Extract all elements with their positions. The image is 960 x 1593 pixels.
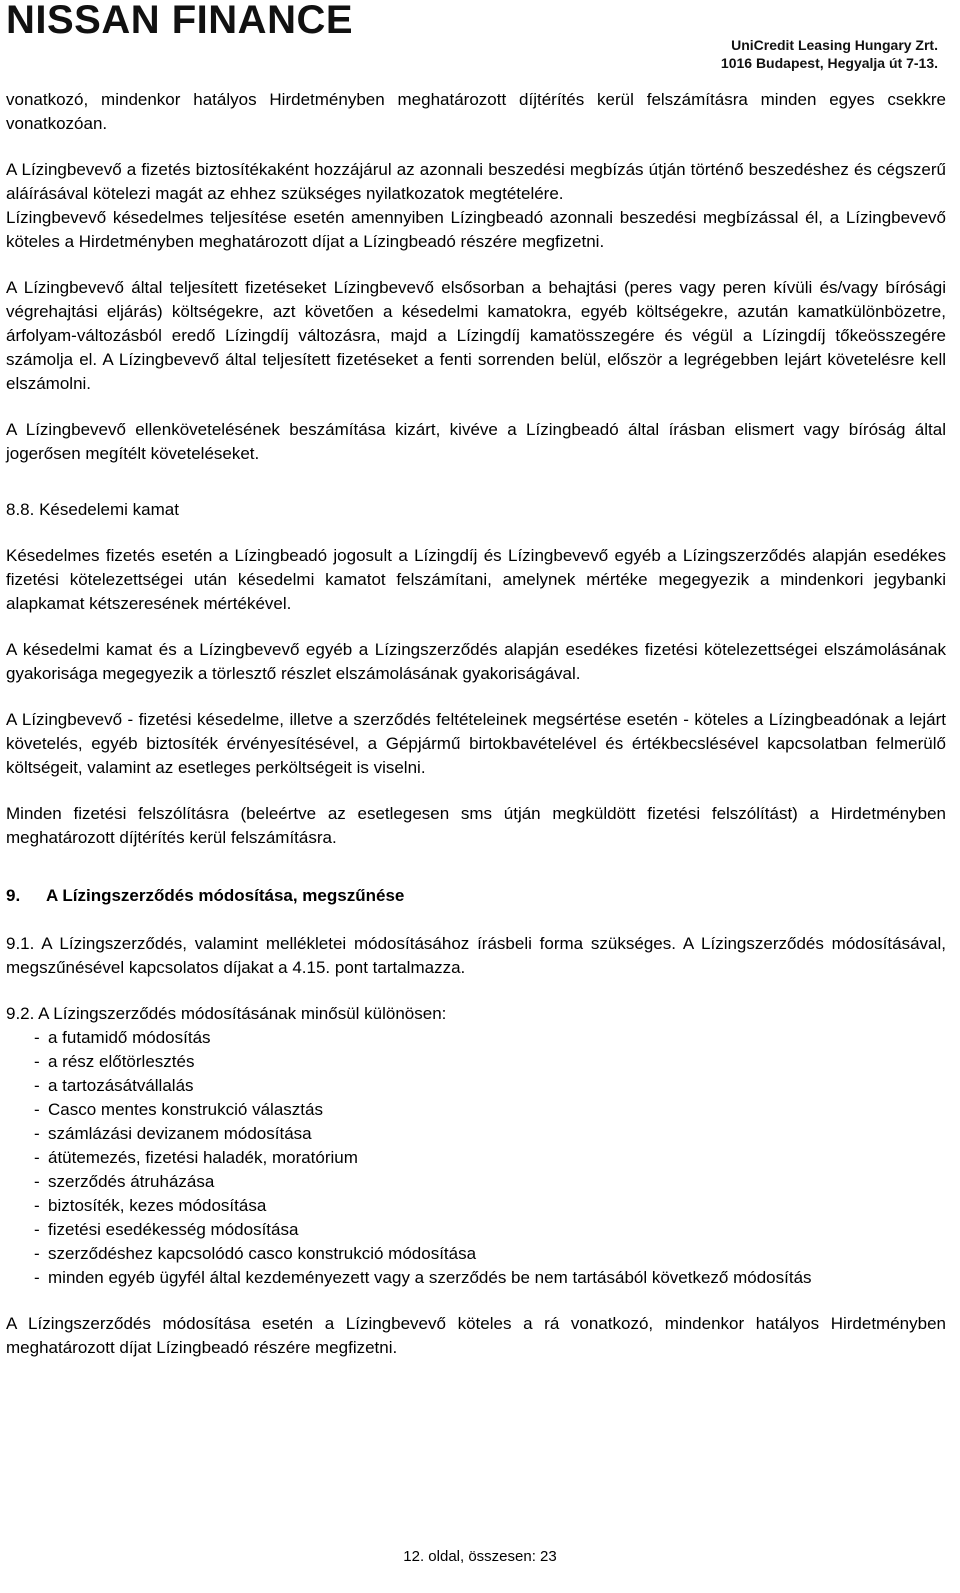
- paragraph-direct-debit-fee: Lízingbevevő késedelmes teljesítése esetén amennyiben Lízingbeadó azonnali beszedési megbízással él, a Lízingbevevő köteles a Hirdetményben meghatározott díjat a Lízingbeadó részére megfizetni.: [6, 208, 946, 251]
- list-dash: -: [34, 1028, 40, 1047]
- list-item: [6, 1194, 946, 1218]
- paragraph-costs: A Lízingbevevő - fizetési késedelme, illetve a szerződés feltételeinek megsértése esetén - köteles a Lízingbeadónak a lejárt követelés, egyéb biztosíték érvényesítésével, a Gépjármű birtokbavételével és értékbecslésével kapcsolatban felmerülő költségeit, valamint az esetleges perköltségeit is viselni.: [6, 710, 946, 777]
- paragraph-late-interest: Késedelmes fizetés esetén a Lízingbeadó jogosult a Lízingdíj és Lízingbevevő egyéb a Lízingszerződés alapján esedékes fizetési kötelezettségei után késedelmi kamatot felszámítani, amelynek mértéke megegyezik a mindenkori jegybanki alapkamat kétszeresének mértékével.: [6, 546, 946, 613]
- list-dash: -: [34, 1268, 40, 1287]
- company-name: UniCredit Leasing Hungary Zrt.: [731, 37, 938, 53]
- modification-list: [6, 1026, 946, 1290]
- list-item-text: Casco mentes konstrukció választás: [48, 1100, 323, 1119]
- paragraph-modification-fee: A Lízingszerződés módosítása esetén a Lízingbevevő köteles a rá vonatkozó, mindenkor hatályos Hirdetményben meghatározott díjat Lízingbeadó részére megfizetni.: [6, 1314, 946, 1357]
- list-item-text: a tartozásátvállalás: [48, 1076, 194, 1095]
- list-dash: -: [34, 1076, 40, 1095]
- list-item: [6, 1074, 946, 1098]
- section-title-text: A Lízingszerződés módosítása, megszűnése: [46, 886, 405, 905]
- list-dash: -: [34, 1124, 40, 1143]
- list-item-text: minden egyéb ügyfél által kezdeményezett vagy a szerződés be nem tartásából következő módosítás: [48, 1268, 812, 1287]
- section-title-9: [6, 884, 946, 908]
- list-item-text: szerződés átruházása: [48, 1172, 215, 1191]
- list-item: [6, 1242, 946, 1266]
- list-item: [6, 1050, 946, 1074]
- list-item-text: a futamidő módosítás: [48, 1028, 211, 1047]
- list-item-text: átütemezés, fizetési haladék, moratórium: [48, 1148, 358, 1167]
- paragraph-9-2: 9.2. A Lízingszerződés módosításának minősül különösen:: [6, 1004, 447, 1023]
- section-heading-8-8: 8.8. Késedelemi kamat: [6, 500, 179, 519]
- paragraph-interest-frequency: A késedelmi kamat és a Lízingbevevő egyéb a Lízingszerződés alapján esedékes fizetési kötelezettségei elszámolásának gyakorisága megegyezik a törlesztő részlet elszámolásának gyakoriságával.: [6, 640, 946, 683]
- paragraph-9-1: 9.1. A Lízingszerződés, valamint mellékletei módosításához írásbeli forma szükséges. A Lízingszerződés módosításával, megszűnésével kapcsolatos díjakat a 4.15. pont tartalmazza.: [6, 934, 946, 977]
- list-item: [6, 1266, 946, 1290]
- list-dash: -: [34, 1244, 40, 1263]
- list-item: [6, 1122, 946, 1146]
- list-item: [6, 1170, 946, 1194]
- list-dash: -: [34, 1196, 40, 1215]
- list-item: [6, 1146, 946, 1170]
- list-item: [6, 1026, 946, 1050]
- list-dash: -: [34, 1052, 40, 1071]
- document-body: [6, 88, 946, 1382]
- paragraph-reminder-fee: Minden fizetési felszólításra (beleértve az esetlegesen sms útján megküldött fizetési felszólítást) a Hirdetményben meghatározott díjtérítés kerül felszámításra.: [6, 804, 946, 847]
- list-item-text: a rész előtörlesztés: [48, 1052, 195, 1071]
- paragraph-direct-debit: A Lízingbevevő a fizetés biztosítékaként hozzájárul az azonnali beszedési megbízás útján történő beszedéshez és cégszerű aláírásával kötelezi magát az ehhez szükséges nyilatkozatok megtételére.: [6, 160, 946, 203]
- page-footer: 12. oldal, összesen: 23: [403, 1548, 557, 1565]
- list-item-text: számlázási devizanem módosítása: [48, 1124, 312, 1143]
- list-item: [6, 1098, 946, 1122]
- nissan-finance-logo: NISSAN FINANCE: [6, 0, 354, 42]
- list-item-text: biztosíték, kezes módosítása: [48, 1196, 267, 1215]
- paragraph-continuation: vonatkozó, mindenkor hatályos Hirdetményben meghatározott díjtérítés kerül felszámításra minden egyes csekkre vonatkozóan.: [6, 90, 946, 133]
- list-item-text: fizetési esedékesség módosítása: [48, 1220, 299, 1239]
- paragraph-counterclaim: A Lízingbevevő ellenkövetelésének beszámítása kizárt, kivéve a Lízingbeadó által írásban elismert vagy bíróság által jogerősen megítélt követeléseket.: [6, 420, 946, 463]
- list-item: [6, 1218, 946, 1242]
- list-dash: -: [34, 1100, 40, 1119]
- paragraph-payment-allocation: A Lízingbevevő által teljesített fizetéseket Lízingbevevő elsősorban a behajtási (peres vagy peren kívüli és/vagy bírósági végrehajtási eljárás) költségekre, azt követően a késedelmi kamatokra, egyéb költségekre, azután kamatkülönbözetre, árfolyam-változásból eredő Lízingdíj változásra, majd a Lízingdíj kamatösszegére és végül a Lízingdíj tőkeösszegére számolja el. A Lízingbevevő által teljesített fizetéseket a fenti sorrenden belül, először a legrégebben lejárt követelésre kell elszámolni.: [6, 278, 946, 393]
- company-info: [721, 36, 938, 72]
- section-number: 9.: [6, 886, 21, 905]
- list-dash: -: [34, 1172, 40, 1191]
- list-item-text: szerződéshez kapcsolódó casco konstrukció módosítása: [48, 1244, 477, 1263]
- list-dash: -: [34, 1148, 40, 1167]
- company-address: 1016 Budapest, Hegyalja út 7-13.: [720, 55, 938, 71]
- list-dash: -: [34, 1220, 40, 1239]
